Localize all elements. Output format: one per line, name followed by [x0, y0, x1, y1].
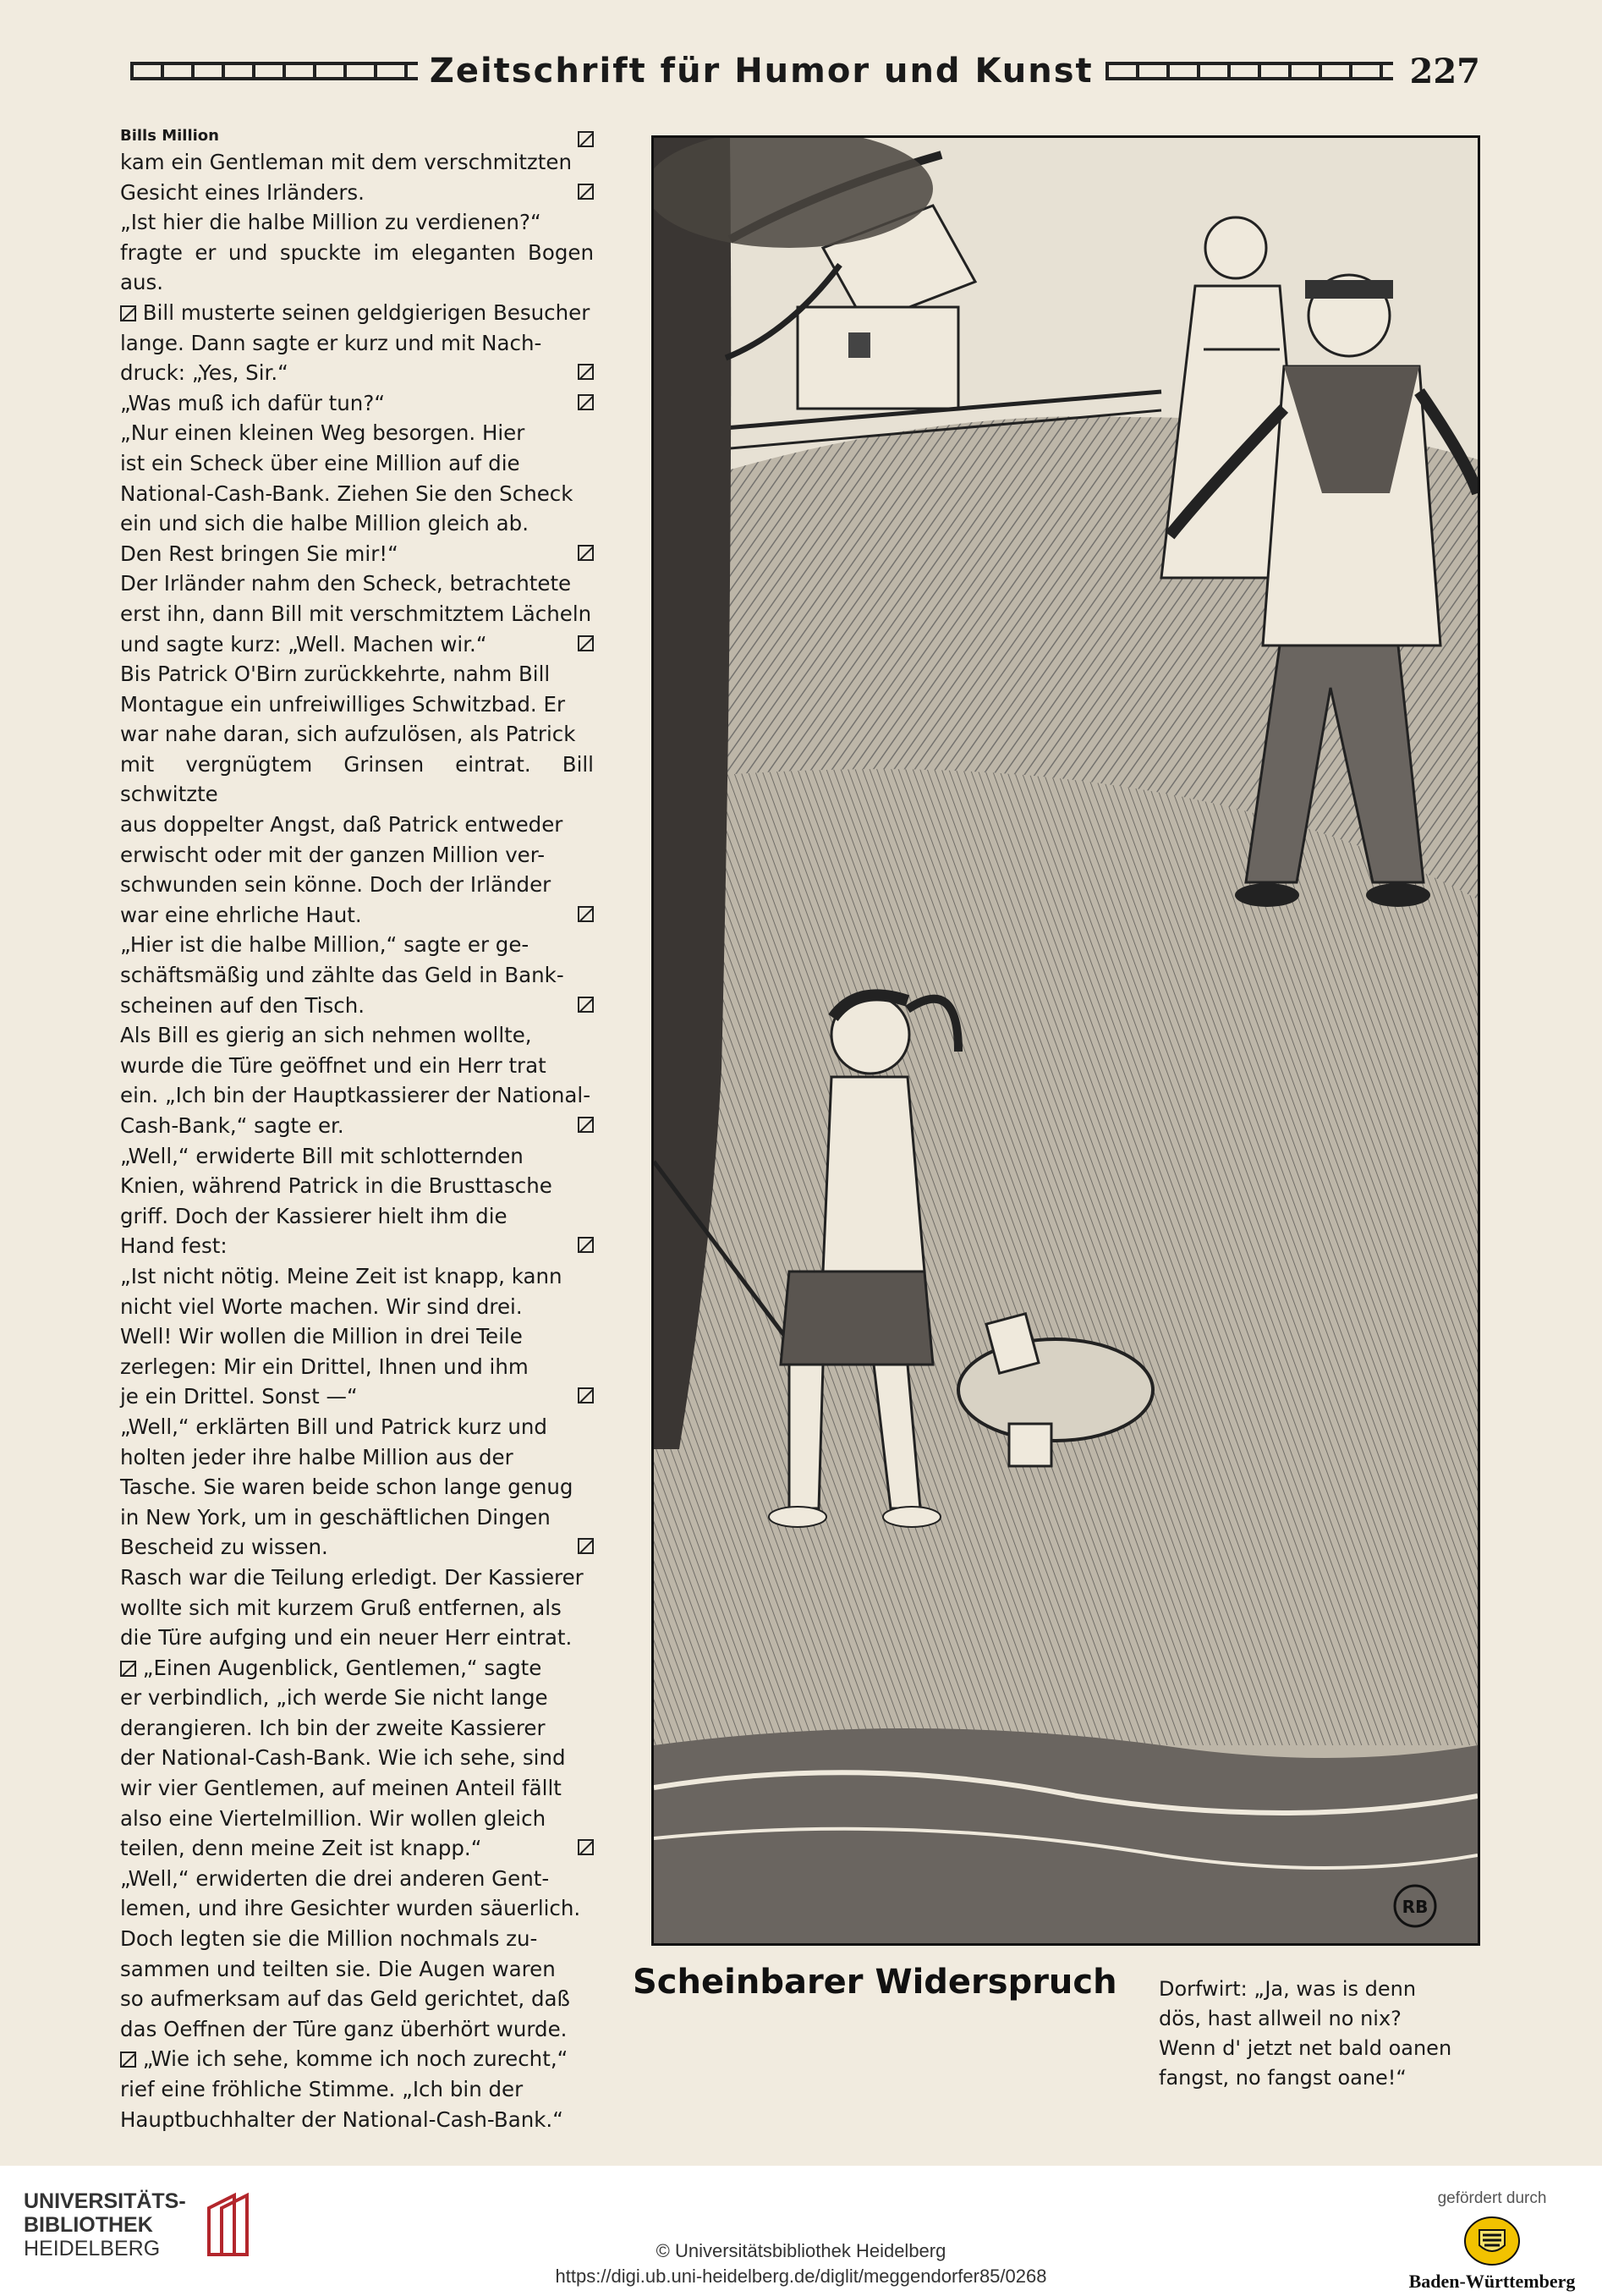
permalink[interactable]: https://digi.ub.uni-heidelberg.de/diglit/meggendorfer85/0268	[555, 2266, 1047, 2287]
text-line: nicht viel Worte machen. Wir sind drei.	[120, 1294, 523, 1319]
text-line: der National-Cash-Bank. Wie ich sehe, sind	[120, 1745, 566, 1771]
section-mark-icon	[578, 997, 594, 1013]
text-line: derangieren. Ich bin der zweite Kassierer	[120, 1715, 546, 1740]
text-line: Cash-Bank,“ sagte er.	[120, 1111, 594, 1141]
fishing-illustration	[651, 135, 1480, 1946]
text-line: Montague ein unfreiwilliges Schwitzbad. Er	[120, 691, 566, 717]
text-line: Hauptbuchhalter der National-Cash-Bank.“	[120, 2106, 563, 2132]
text-line: „Was muß ich dafür tun?“	[120, 388, 594, 419]
text-line: National-Cash-Bank. Ziehen Sie den Scheck	[120, 481, 573, 506]
chain-ornament-right	[1105, 62, 1393, 80]
text-line: mit vergnügtem Grinsen eintrat. Bill schwitzte	[120, 751, 594, 807]
text-line: ein. „Ich bin der Hauptkassierer der National-	[120, 1083, 591, 1108]
article-column	[120, 125, 594, 2134]
text-line: rief eine fröhliche Stimme. „Ich bin der	[120, 2077, 524, 2101]
text-line: Hand fest:	[120, 1231, 594, 1261]
text-line: lemen, und ihre Gesichter wurden säuerlich.	[120, 1896, 581, 1921]
text-line: holten jeder ihre halbe Million aus der	[120, 1444, 513, 1469]
section-mark-icon	[578, 1387, 594, 1403]
cartoon-title: Scheinbarer Widerspruch	[633, 1963, 1117, 2002]
text-line: Bill musterte seinen geldgierigen Besucher	[120, 298, 594, 328]
text-line: Den Rest bringen Sie mir!“	[120, 539, 594, 569]
text-line: also eine Viertelmillion. Wir wollen gleich	[120, 1805, 546, 1831]
text-line: „Ist nicht nötig. Meine Zeit ist knapp, kann	[120, 1263, 562, 1288]
text-line: Knien, während Patrick in die Brusttasche	[120, 1173, 552, 1199]
text-line: „Ist hier die halbe Million zu verdienen?“	[120, 210, 541, 235]
text-line: und sagte kurz: „Well. Machen wir.“	[120, 629, 594, 660]
text-line: war nahe daran, sich aufzulösen, als Patrick	[120, 722, 576, 747]
text-line: schwunden sein könne. Doch der Irländer	[120, 872, 551, 898]
text-line: „Hier ist die halbe Million,“ sagte er ge-	[120, 932, 529, 958]
copyright-notice: © Universitätsbibliothek Heidelberg	[656, 2240, 946, 2261]
text-line: Well! Wir wollen die Million in drei Teile	[120, 1324, 523, 1349]
section-mark-icon	[578, 1117, 594, 1133]
caption-line: Wenn d' jetzt net bald oanen	[1159, 2036, 1452, 2060]
section-mark-icon	[120, 1661, 136, 1677]
section-mark-icon	[578, 545, 594, 561]
text-line: fragte er und spuckte im eleganten Bogen aus.	[120, 239, 594, 295]
text-line: wir vier Gentlemen, auf meinen Anteil fällt	[120, 1776, 562, 1801]
text-line: Bescheid zu wissen.	[120, 1532, 594, 1563]
text-line: „Einen Augenblick, Gentlemen,“ sagte	[120, 1653, 594, 1684]
text-line: die Türe aufging und ein neuer Herr eintrat.	[120, 1625, 573, 1651]
text-line: Der Irländer nahm den Scheck, betrachtete	[120, 571, 572, 596]
text-line: in New York, um in geschäftlichen Dingen	[120, 1504, 551, 1530]
text-line: griff. Doch der Kassierer hielt ihm die	[120, 1203, 507, 1228]
sponsor-block	[1407, 2189, 1577, 2293]
text-line: Tasche. Sie waren beide schon lange genug	[120, 1475, 573, 1500]
section-mark-icon	[120, 2052, 136, 2068]
viewer-footer	[0, 2166, 1602, 2296]
text-line: „Well,“ erwiderten die drei anderen Gent-	[120, 1865, 550, 1891]
text-line: schäftsmäßig und zählte das Geld in Bank-	[120, 963, 564, 988]
text-line: sammen und teilten sie. Die Augen waren	[120, 1956, 556, 1981]
caption-line: Dorfwirt: „Ja, was is denn	[1159, 1977, 1417, 2001]
text-line: lange. Dann sagte er kurz und mit Nach-	[120, 330, 542, 355]
section-mark-icon	[578, 1237, 594, 1253]
library-name: UNIVERSITÄTS- BIBLIOTHEK HEIDELBERG	[24, 2189, 186, 2260]
cartoon-caption	[1159, 1975, 1480, 2093]
section-mark-icon	[578, 364, 594, 380]
text-line: erwischt oder mit der ganzen Million ver-	[120, 842, 546, 867]
caption-line: fangst, no fangst oane!“	[1159, 2066, 1407, 2090]
text-line: „Nur einen kleinen Weg besorgen. Hier	[120, 420, 525, 446]
text-line: zerlegen: Mir ein Drittel, Ihnen und ihm	[120, 1354, 529, 1379]
text-line: kam ein Gentleman mit dem verschmitzten	[120, 150, 572, 174]
section-mark-icon	[578, 1538, 594, 1554]
text-line: aus doppelter Angst, daß Patrick entweder	[120, 812, 563, 838]
chain-ornament-left	[130, 62, 418, 80]
text-line: war eine ehrliche Haut.	[120, 900, 594, 931]
text-line: scheinen auf den Tisch.	[120, 991, 594, 1021]
text-line: erst ihn, dann Bill mit verschmitztem Lächeln	[120, 601, 592, 626]
text-line: so aufmerksam auf das Geld gerichtet, daß	[120, 1986, 570, 2012]
text-line: wurde die Türe geöffnet und ein Herr trat	[120, 1052, 546, 1078]
text-line: Gesicht eines Irländers.	[120, 178, 594, 208]
text-line: „Well,“ erklärten Bill und Patrick kurz und	[120, 1414, 547, 1439]
text-line: Rasch war die Teilung erledigt. Der Kassierer	[120, 1564, 584, 1590]
text-line: Als Bill es gierig an sich nehmen wollte,	[120, 1023, 532, 1048]
text-line: teilen, denn meine Zeit ist knapp.“	[120, 1833, 594, 1864]
running-header	[118, 49, 1480, 93]
section-mark-icon	[120, 305, 136, 321]
article-title: Bills Million	[120, 125, 594, 147]
svg-text:RB: RB	[1402, 1897, 1429, 1917]
section-mark-icon	[578, 131, 594, 147]
page-number: 227	[1409, 51, 1480, 91]
text-line: je ein Drittel. Sonst —“	[120, 1381, 594, 1412]
text-line: Doch legten sie die Million nochmals zu-	[120, 1926, 538, 1952]
text-line: Bis Patrick O'Birn zurückkehrte, nahm Bill	[120, 662, 551, 687]
text-line: druck: „Yes, Sir.“	[120, 358, 594, 388]
text-line: wollte sich mit kurzem Gruß entfernen, als	[120, 1595, 562, 1620]
text-line: „Wie ich sehe, komme ich noch zurecht,“	[120, 2044, 594, 2074]
text-line: das Oeffnen der Türe ganz überhört wurde.	[120, 2016, 568, 2041]
text-line: ist ein Scheck über eine Million auf die	[120, 450, 520, 475]
text-line: er verbindlich, „ich werde Sie nicht lange	[120, 1685, 548, 1711]
section-mark-icon	[578, 184, 594, 200]
section-mark-icon	[578, 906, 594, 922]
section-mark-icon	[578, 635, 594, 651]
journal-title: Zeitschrift für Humor und Kunst	[429, 52, 1094, 91]
section-mark-icon	[578, 1839, 594, 1855]
sponsor-label: gefördert durch	[1437, 2189, 1547, 2207]
sponsor-name: Baden-Württemberg	[1408, 2271, 1576, 2292]
text-line: ein und sich die halbe Million gleich ab.	[120, 511, 529, 536]
caption-line: dös, hast allweil no nix?	[1159, 2007, 1402, 2030]
state-crest-icon	[1462, 2215, 1522, 2267]
text-line: „Well,“ erwiderte Bill mit schlotternden	[120, 1143, 524, 1168]
section-mark-icon	[578, 394, 594, 410]
